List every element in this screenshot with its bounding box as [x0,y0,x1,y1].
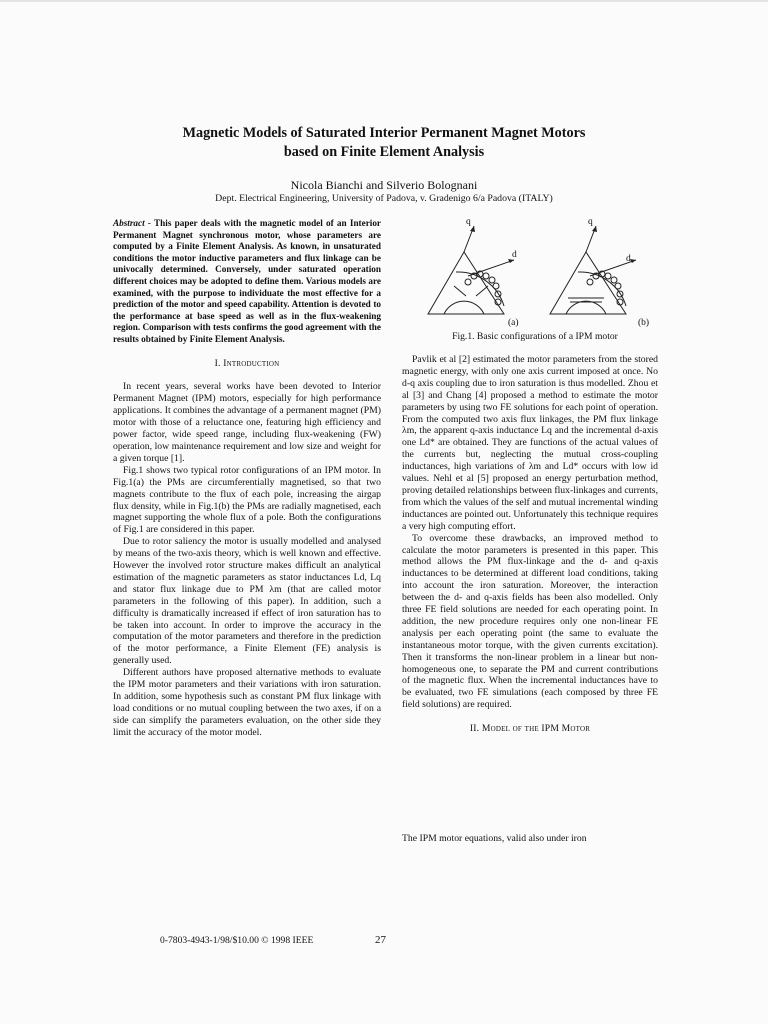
rotor-config-b-drawing [550,226,636,314]
figure-label-q-b: q [588,217,593,227]
scan-edge-line [0,0,768,2]
copyright-footer: 0-7803-4943-1/98/$10.00 © 1998 IEEE [160,935,314,946]
title-line-2: based on Finite Element Analysis [283,144,485,160]
title-line-1: Magnetic Models of Saturated Interior Permanent Magnet Motors [182,125,586,141]
right-paragraph-2: To overcome these drawbacks, an improved method to calculate the motor parameters is presented in this paper. This method allows the PM flux-linkage and the d- and q-axis inductances to be determined at different load conditions, taking into account the iron saturation. Moreover, the interaction between the d- and q-axis fields has been also modelled. Only three FE field solutions are needed for each operating point. In addition, the new procedure requires only one non-linear FE analysis per each operating point (the same to evaluate the instantaneous motor torque, with the given currents excitation). Then it transforms the non-linear problem in a linear but non-homogeneous one, to separate the PM and current contributions of the magnetic flux. When the incremental inductances have to be evaluated, two FE simulations (each composed by three FE field solutions) are required. [402,532,658,711]
right-column-last-line: The IPM motor equations, valid also under iron [402,833,587,844]
figure-label-b: (b) [638,318,650,328]
abstract [113,218,381,346]
left-column [113,218,381,739]
abstract-lead: Abstract - [113,218,151,228]
rotor-configurations-diagram [418,216,658,331]
figure-label-d-b: d [626,254,631,264]
paper-title [100,124,668,162]
author-names: Nicola Bianchi and Silverio Bolognani [290,178,478,192]
figure-1 [418,216,658,346]
section-heading-model: II. Model of the IPM Motor [469,723,591,735]
page-number: 27 [375,934,386,946]
right-column [402,354,658,747]
intro-paragraph-3: Due to rotor saliency the motor is usually modelled and analysed by means of the two-axis theory, which is well known and effective. However the involved rotor structure makes difficult an analytical estimation of the magnetic parameters as stator inductances Ld, Lq and stator flux linkage due to PM λm (that are called motor parameters in the following of this paper). In addition, such a difficulty is dramatically increased if effect of iron saturation has to be taken into account. In order to improve the accuracy in the computation of the motor parameters and therefore in the prediction of the motor performance, a Finite Element (FE) analysis is generally used. [113,536,381,667]
section-heading-introduction: I. Introduction [214,357,280,369]
figure-label-d-a: d [512,250,517,260]
author-affiliation: Dept. Electrical Engineering, University of Padova, v. Gradenigo 6/a Padova (ITALY) [215,193,553,204]
right-paragraph-1: Pavlik et al [2] estimated the motor parameters from the stored magnetic energy, with only one axis current imposed at once. No d-q axis coupling due to iron saturation is thus modelled. Zhou et al [3] and Chang [4] proposed a method to estimate the motor parameters by using two FE solutions for each point of operation. From the computed two axis flux linkages, the PM flux linkage λm, the apparent q-axis inductance Lq and the incremental d-axis one Ld* are obtained. They are functions of the actual values of the currents but, neglecting the mutual cross-coupling inductances, high variations of λm and Ld* occurs with low id values. Nehl et al [5] proposed an energy perturbation method, proving detailed relationships between flux-linkages and currents, from which the values of the self and mutual incremental winding inductances are pointed out. Unfortunately this technique requires a very high computing effort. [402,354,658,532]
intro-paragraph-4: Different authors have proposed alternative methods to evaluate the IPM motor parameters and their variations with iron saturation. In addition, some hypothesis such as constant PM flux linkage with load conditions or no mutual coupling between the two axes, if on a side can simplify the parameters evaluation, on the other side they limit the accuracy of the motor model. [113,667,381,738]
figure-1-caption: Fig.1. Basic configurations of a IPM motor [452,331,618,342]
intro-paragraph-1: In recent years, several works have been devoted to Interior Permanent Magnet (IPM) motors, especially for high performance applications. It combines the advantage of a permanent magnet (PM) motor with those of a reluctance one, featuring high efficiency and power factor, wide speed range, including flux-weakening (FW) operation, low maintenance requirement and low size and weight for a given torque [1]. [113,381,381,464]
rotor-config-a-drawing [428,226,514,314]
figure-label-a: (a) [508,318,519,328]
intro-paragraph-2: Fig.1 shows two typical rotor configurations of an IPM motor. In Fig.1(a) the PMs are circumferentially magnetised, so that two magnets contribute to the flux of each pole, increasing the airgap flux density, while in Fig.1(b) the PMs are radially magnetised, each magnet supporting the whole flux of a pole. Both the configurations of Fig.1 are considered in this paper. [113,464,381,536]
abstract-body: This paper deals with the magnetic model of an Interior Permanent Magnet synchronous motor, whose parameters are computed by a Finite Element Analysis. As known, in unsaturated conditions the motor inductive parameters and flux linkage can be univocally determined. Conversely, under saturated operation different choices may be adopted to define them. Various models are examined, with the purpose to individuate the most effective for a prediction of the motor and speed capability. Attention is devoted to the performance at base speed as well as in the flux-weakening region. Comparison with tests confirms the good agreement with the results obtained by Finite Element Analysis. [113,218,381,344]
figure-label-q-a: q [466,217,471,227]
